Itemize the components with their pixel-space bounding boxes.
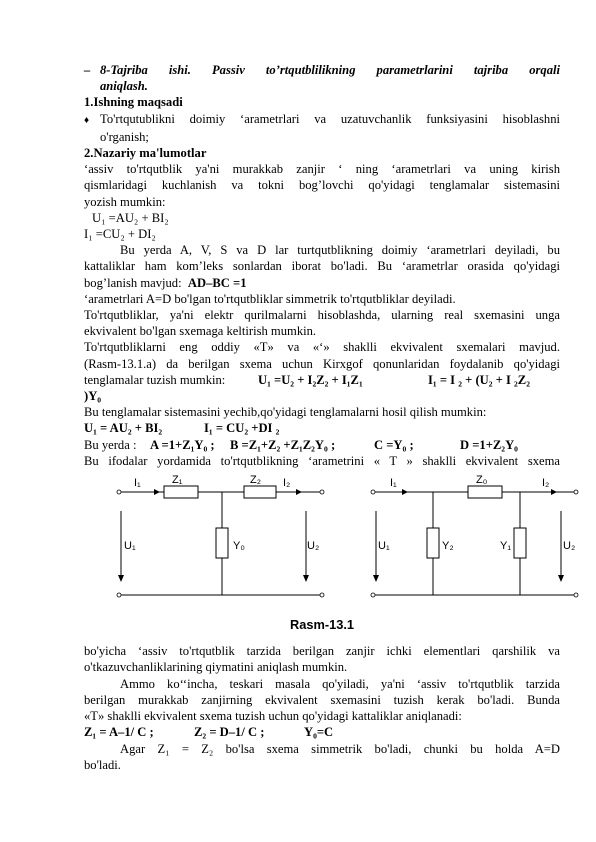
text: tenglamalar tuzish mumkin:	[84, 372, 226, 387]
formula-z2: Z₂ = D–1/ C ;	[194, 725, 265, 740]
kirchhoff-eq-2-cont: )Y₀	[84, 389, 102, 404]
lab-title	[84, 62, 560, 78]
abcd-equations	[84, 420, 560, 436]
section-1-heading: 1.Ishning maqsadi	[84, 95, 183, 110]
equation-1: U₁ =AU₂ + BI₂	[92, 210, 169, 225]
paragraph-line: kattaliklar ham kom’leks sonlardan iborat bo'ladi. Bu ‘arametrlar orasida qo'yidagi	[84, 259, 560, 274]
equation-2: I₁ =CU₂ + DI₂	[84, 227, 156, 242]
formula-z1: Z₁ = A–1/ C ;	[84, 725, 154, 740]
y2-admittance	[427, 528, 439, 558]
goal-line-2: o'rganish;	[100, 129, 149, 144]
label-i2: I₂	[542, 477, 550, 490]
paragraph-line: qismlaridagi kuchlanish va tokni bog’lovchi qo'yidagi tenglamalar sistemasini	[84, 178, 560, 193]
paragraph-line: bo'ladi.	[84, 757, 121, 772]
paragraph-line: Bu tenglamalar sistemasini yechib,qo'yidagi tenglamalarni hosil qilish mumkin:	[84, 405, 487, 420]
kirchhoff-eq-2: I₁ = I ₂ + (U₂ + I ₂Z₂	[428, 372, 530, 387]
paragraph-line: ‘arametrlari A=D bo'lgan to'rtqutbliklar simmetrik to'rtqutbliklar deyiladi.	[84, 291, 456, 306]
figure-caption: Rasm-13.1	[289, 617, 355, 633]
goal-line-1: To'rtqutublikni doimiy ‘arametrlari va uzatuvchanlik funksiyasini hisoblashni	[100, 111, 560, 126]
param-c: C =Y₀ ;	[374, 437, 414, 452]
label-i2: I₂	[283, 477, 291, 490]
paragraph-line: To'rtqutbliklar, ya'ni elektr qurilmalarni hisoblashda, ularning real sxemasini unga	[84, 308, 560, 323]
paragraph-line: Bu yerda A, V, S va D lar turtqutblikning doimiy ‘arametrlari deyiladi, bu	[120, 243, 560, 258]
label-z0: Z₀	[476, 474, 488, 487]
relation-ad-bc: AD–BC =1	[187, 275, 247, 290]
section-2-heading: 2.Nazariy ma'lumotlar	[84, 146, 207, 161]
kirchhoff-eq-1: U₁ =U₂ + I₂Z₂ + I₁Z₁	[258, 372, 363, 387]
param-d: D =1+Z₂Y₀	[460, 437, 518, 452]
t-circuit-formulas	[84, 724, 560, 740]
label-y2: Y₂	[442, 540, 454, 553]
title-dash: –	[84, 63, 91, 77]
paragraph-line: «T» shaklli ekvivalent sxema tuzish uchun qo'yidagi kattaliklar aniqlanadi:	[84, 709, 462, 724]
y0-admittance	[216, 528, 228, 558]
text: bog’lanish mavjud:	[84, 275, 182, 290]
param-b: B =Z₁+Z₂ +Z₁Z₂Y₀ ;	[230, 437, 336, 452]
label-i1: I₁	[134, 477, 141, 490]
t-circuit-diagram	[119, 486, 322, 595]
paragraph-line: Ammo ko‘‘incha, teskari masala qo'yiladi, ya'ni ‘assiv to'rtqutblik tarzida	[120, 676, 560, 691]
text: Bu yerda :	[84, 437, 137, 452]
pi-circuit-diagram	[373, 486, 576, 595]
paragraph-line	[84, 372, 560, 388]
paragraph-line: o'tkazuvchanliklarining qiymatini aniqlash mumkin.	[84, 660, 348, 675]
goal-item	[84, 111, 560, 129]
label-u1: U₁	[378, 540, 390, 553]
title-line-2: aniqlash.	[100, 79, 148, 94]
paragraph-line	[84, 275, 560, 291]
paragraph-line: Bu ifodalar yordamida to'rtqutblikning ‘arametrini « T » shaklli ekvivalent sxema	[84, 453, 560, 468]
label-y1: Y₁	[500, 540, 512, 553]
paragraph-line: bo'yicha ‘assiv to'rtqutblik tarzida berilgan zanjir ichki elementlari qarshilik va	[84, 644, 560, 659]
label-z1: Z₁	[172, 474, 183, 487]
param-a: A =1+Z₁Y₀ ;	[150, 437, 215, 452]
label-u2: U₂	[563, 540, 576, 553]
label-u1: U₁	[124, 540, 136, 553]
paragraph-line: Agar Z₁ = Z₂ bo'lsa sxema simmetrik bo'ladi, chunki bu holda A=D	[120, 741, 560, 756]
label-y0: Y₀	[233, 540, 245, 553]
figure-13-1	[84, 471, 576, 611]
formula-y0: Y₀=C	[304, 725, 334, 740]
label-u2: U₂	[307, 540, 320, 553]
paragraph-line: (Rasm-13.1.a) da berilgan sxema uchun Kirxgof qonunlaridan foydalanib qo'yidagi	[84, 356, 560, 371]
title-line-1: 8-Tajriba ishi. Passiv to’rtqutblilikning parametrlarini tajriba orqali	[100, 63, 560, 77]
document-page	[84, 62, 576, 773]
paragraph-line: yozish mumkin:	[84, 194, 166, 209]
z1-resistor	[164, 486, 198, 498]
eq-i1: I₁ = CU₂ +DI ₂	[204, 421, 280, 436]
y1-admittance	[514, 528, 526, 558]
z2-resistor	[244, 486, 276, 498]
label-z2: Z₂	[250, 474, 261, 487]
label-i1: I₁	[390, 477, 397, 490]
z0-resistor	[468, 486, 502, 498]
paragraph-line: berilgan murakkab zanjirning ekvivalent sxemasini tuzish kerak bo'ladi. Bunda	[84, 692, 560, 707]
paragraph-line: ekvivalent bo'lgan sxemaga keltirish mumkin.	[84, 324, 317, 339]
abcd-params	[84, 437, 560, 453]
circuit-diagrams	[0, 471, 596, 611]
diamond-bullet-icon: ♦	[84, 114, 90, 126]
paragraph-line: ‘assiv to'rtqutblik ya'ni murakkab zanjir ‘ ning ‘arametrlari va uning kirish	[84, 162, 560, 177]
paragraph-line: To'rtqutbliklarni eng oddiy «T» va «‘» shaklli ekvivalent sxemalari mavjud.	[84, 340, 560, 355]
eq-u1: U₁ = AU₂ + BI₂	[84, 421, 163, 436]
